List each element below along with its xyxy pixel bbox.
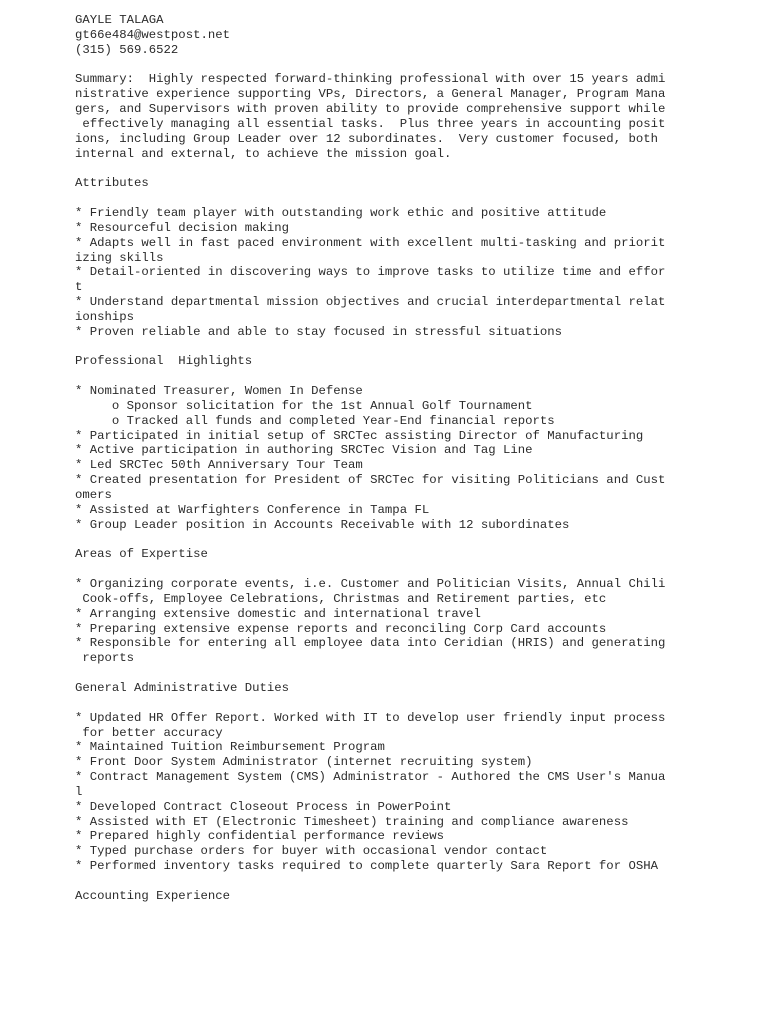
- spacer: [75, 58, 695, 73]
- attribute-line: * Understand departmental mission objectives and crucial interdepartmental relat: [75, 295, 666, 310]
- spacer: [75, 191, 695, 206]
- attribute-line: * Friendly team player with outstanding work ethic and positive attitude: [75, 205, 607, 220]
- summary-line: gers, and Supervisors with proven ability to provide comprehensive support while: [75, 102, 666, 117]
- highlight-line: o Sponsor solicitation for the 1st Annual Golf Tournament: [75, 398, 533, 413]
- duty-line: * Contract Management System (CMS) Administrator - Authored the CMS User's Manua: [75, 770, 666, 785]
- attribute-line: izing skills: [75, 250, 164, 265]
- highlight-line: * Led SRCTec 50th Anniversary Tour Team: [75, 458, 363, 473]
- expertise-line: * Preparing extensive expense reports and reconciling Corp Card accounts: [75, 621, 607, 636]
- spacer: [75, 562, 695, 577]
- highlights-heading: Professional Highlights: [75, 354, 253, 369]
- highlight-line: * Assisted at Warfighters Conference in Tampa FL: [75, 502, 430, 517]
- resume-page: [75, 13, 695, 904]
- spacer: [75, 874, 695, 889]
- duty-line: l: [75, 784, 83, 799]
- duty-line: * Updated HR Offer Report. Worked with IT to develop user friendly input process: [75, 710, 666, 725]
- expertise-line: * Arranging extensive domestic and international travel: [75, 606, 481, 621]
- attribute-line: * Adapts well in fast paced environment with excellent multi-tasking and priorit: [75, 235, 666, 250]
- highlight-line: * Participated in initial setup of SRCTec assisting Director of Manufacturing: [75, 428, 644, 443]
- attribute-line: t: [75, 280, 83, 295]
- summary-line: Summary: Highly respected forward-thinking professional with over 15 years admi: [75, 72, 666, 87]
- highlight-line: * Group Leader position in Accounts Receivable with 12 subordinates: [75, 517, 570, 532]
- highlight-line: * Created presentation for President of SRCTec for visiting Politicians and Cust: [75, 473, 666, 488]
- accounting-heading: Accounting Experience: [75, 888, 230, 903]
- summary-line: ions, including Group Leader over 12 subordinates. Very customer focused, both: [75, 131, 658, 146]
- duty-line: * Assisted with ET (Electronic Timesheet) training and compliance awareness: [75, 814, 629, 829]
- duty-line: * Prepared highly confidential performance reviews: [75, 829, 444, 844]
- spacer: [75, 340, 695, 355]
- highlight-line: o Tracked all funds and completed Year-End financial reports: [75, 413, 555, 428]
- summary-section: [75, 72, 695, 161]
- spacer: [75, 696, 695, 711]
- spacer: [75, 533, 695, 548]
- attribute-line: * Detail-oriented in discovering ways to improve tasks to utilize time and effor: [75, 265, 666, 280]
- highlight-line: * Active participation in authoring SRCTec Vision and Tag Line: [75, 443, 533, 458]
- duty-line: * Front Door System Administrator (internet recruiting system): [75, 755, 533, 770]
- attributes-section: [75, 176, 695, 339]
- highlight-line: * Nominated Treasurer, Women In Defense: [75, 384, 363, 399]
- duty-line: for better accuracy: [75, 725, 223, 740]
- summary-line: effectively managing all essential tasks. Plus three years in accounting posit: [75, 116, 666, 131]
- duty-line: * Maintained Tuition Reimbursement Program: [75, 740, 385, 755]
- candidate-name: GAYLE TALAGA: [75, 13, 164, 27]
- duty-line: * Typed purchase orders for buyer with occasional vendor contact: [75, 844, 548, 859]
- highlight-line: omers: [75, 488, 112, 502]
- spacer: [75, 161, 695, 176]
- attribute-line: ionships: [75, 309, 135, 324]
- duties-section: [75, 681, 695, 874]
- attributes-heading: Attributes: [75, 176, 149, 191]
- email-address: gt66e484@westpost.net: [75, 27, 230, 42]
- spacer: [75, 666, 695, 681]
- attribute-line: * Resourceful decision making: [75, 220, 290, 235]
- contact-header: [75, 13, 695, 58]
- expertise-section: [75, 547, 695, 666]
- duties-heading: General Administrative Duties: [75, 680, 290, 695]
- expertise-line: * Organizing corporate events, i.e. Customer and Politician Visits, Annual Chili: [75, 577, 666, 592]
- accounting-section: [75, 889, 695, 904]
- highlights-section: [75, 354, 695, 532]
- duty-line: * Developed Contract Closeout Process in PowerPoint: [75, 799, 452, 814]
- phone-number: (315) 569.6522: [75, 42, 179, 57]
- expertise-line: Cook-offs, Employee Celebrations, Christmas and Retirement parties, etc: [75, 591, 607, 606]
- expertise-line: reports: [75, 651, 135, 666]
- attribute-line: * Proven reliable and able to stay focused in stressful situations: [75, 324, 563, 339]
- summary-line: internal and external, to achieve the mission goal.: [75, 146, 452, 161]
- expertise-line: * Responsible for entering all employee data into Ceridian (HRIS) and generating: [75, 636, 666, 651]
- spacer: [75, 369, 695, 384]
- duty-line: * Performed inventory tasks required to complete quarterly Sara Report for OSHA: [75, 859, 658, 874]
- expertise-heading: Areas of Expertise: [75, 547, 208, 562]
- summary-line: nistrative experience supporting VPs, Directors, a General Manager, Program Mana: [75, 87, 666, 102]
